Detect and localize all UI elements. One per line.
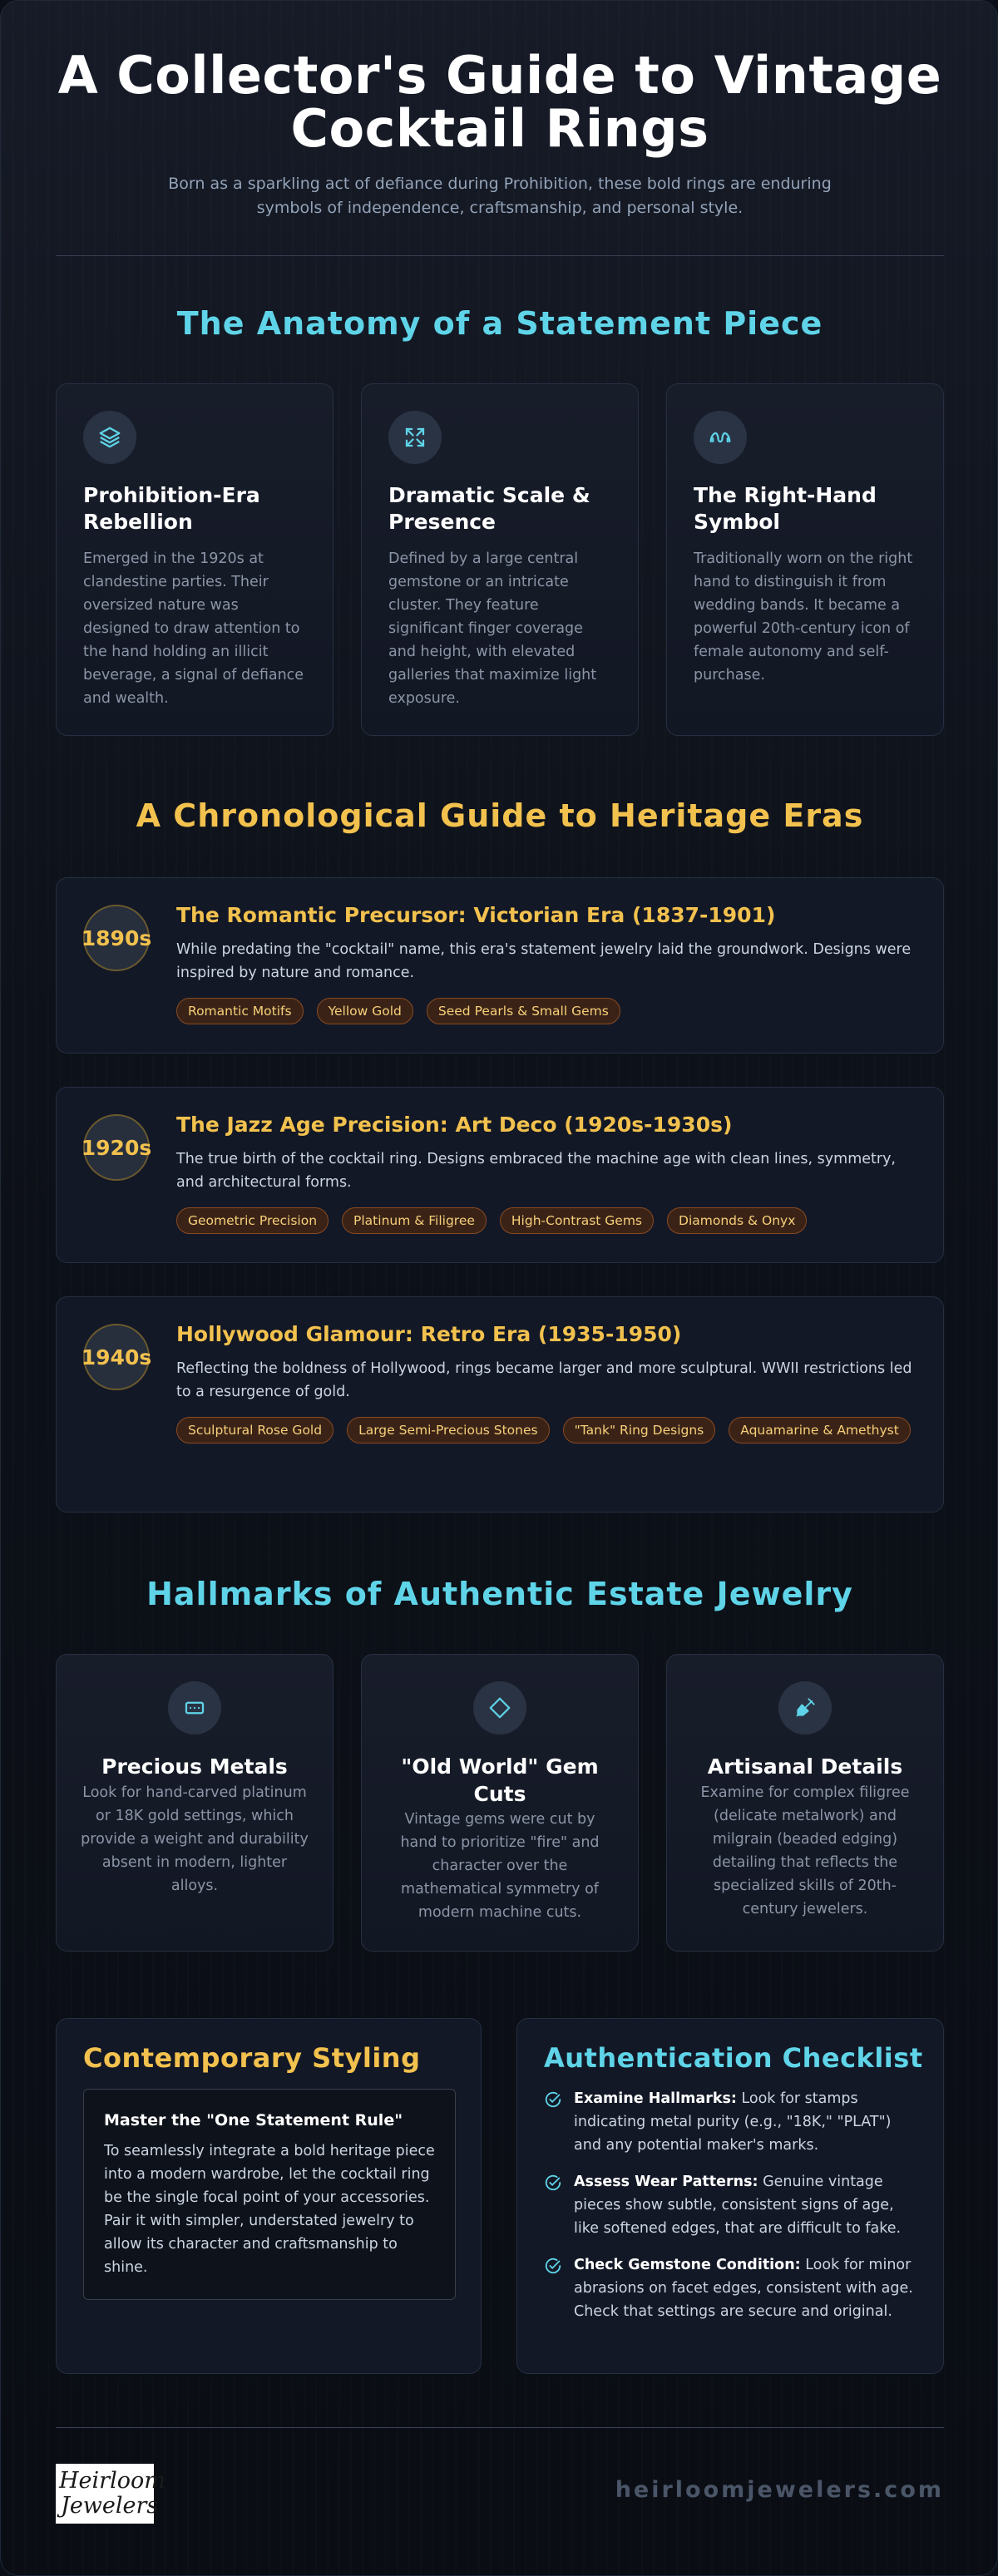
card-title: Prohibition-Era Rebellion [83, 483, 260, 534]
era-description: While predating the "cocktail" name, this era's statement jewelry laid the groundwork. Designs were inspired by nature and romance. [176, 941, 912, 981]
checklist-panel [516, 2018, 944, 2374]
divider [56, 255, 944, 256]
anatomy-title: The Anatomy of a Statement Piece [176, 305, 823, 342]
check-circle-icon [544, 2174, 562, 2192]
statement-rule-text: To seamlessly integrate a bold heritage piece into a modern wardrobe, let the cocktail ring be the single focal point of your accessories. Pair it with simpler, understated jewelry to allow its character and craftsmanship to shine. [104, 2143, 435, 2276]
era-card-retro [56, 1296, 944, 1513]
checklist-label: Examine Hallmarks: [574, 2090, 737, 2107]
hallmark-card-gem-cuts [361, 1654, 639, 1952]
anatomy-card-rebellion [56, 383, 333, 736]
era-card-art-deco [56, 1087, 944, 1263]
layers-icon [83, 411, 136, 464]
era-badge: 1890s [83, 905, 150, 971]
era-tag: Large Semi-Precious Stones [347, 1417, 550, 1443]
footer-divider [56, 2427, 944, 2428]
era-tag: High-Contrast Gems [500, 1207, 654, 1234]
card-title: The Right-Hand Symbol [694, 483, 877, 534]
hero [56, 45, 944, 220]
hallmark-title: "Old World" Gem Cuts [401, 1754, 599, 1806]
hallmarks-title: Hallmarks of Authentic Estate Jewelry [146, 1576, 853, 1612]
pen-tool-icon [778, 1681, 832, 1735]
hallmark-card-metals [56, 1654, 333, 1952]
statement-rule-box [83, 2089, 456, 2300]
checklist-text: Look for stamps indicating metal purity (e.g., "18K," "PLAT") and any potential maker's marks. [574, 2090, 892, 2154]
era-tags [176, 998, 925, 1024]
check-circle-icon [544, 2257, 562, 2275]
anatomy-card-scale [361, 383, 639, 736]
era-tag: Aquamarine & Amethyst [729, 1417, 911, 1443]
website-link[interactable]: heirloomjewelers.com [615, 2477, 944, 2503]
era-description: Reflecting the boldness of Hollywood, rings became larger and more sculptural. WWII restrictions led to a resurgence of gold. [176, 1360, 912, 1400]
hallmark-title: Artisanal Details [707, 1754, 903, 1779]
hallmark-text: Look for hand-carved platinum or 18K gold settings, which provide a weight and durability absent in modern, lighter alloys. [81, 1784, 309, 1894]
page-subtitle: Born as a sparkling act of defiance during Prohibition, these bold rings are enduring symbols of independence, craftsmanship, and personal style. [168, 175, 832, 217]
wave-icon [694, 411, 747, 464]
era-title: Hollywood Glamour: Retro Era (1935-1950) [176, 1322, 682, 1346]
checklist-label: Check Gemstone Condition: [574, 2257, 801, 2273]
hallmark-card-artisanal [666, 1654, 944, 1952]
era-title: The Romantic Precursor: Victorian Era (1837-1901) [176, 903, 776, 927]
styling-title: Contemporary Styling [83, 2042, 421, 2074]
checklist-text: Look for minor abrasions on facet edges, consistent with age. Check that settings are secure and original. [574, 2257, 913, 2320]
era-tag: Seed Pearls & Small Gems [427, 998, 620, 1024]
era-tag: Platinum & Filigree [342, 1207, 487, 1234]
era-tag: Romantic Motifs [176, 998, 304, 1024]
era-card-victorian [56, 877, 944, 1054]
hallmark-title: Precious Metals [101, 1754, 288, 1779]
era-description: The true birth of the cocktail ring. Designs embraced the machine age with clean lines, symmetry, and architectural forms. [176, 1151, 896, 1191]
era-tag: Geometric Precision [176, 1207, 329, 1234]
era-badge: 1940s [83, 1324, 150, 1390]
logo-line1: Heirloom [59, 2468, 166, 2494]
era-tag: "Tank" Ring Designs [563, 1417, 716, 1443]
ingot-icon [168, 1681, 221, 1735]
page-title-line1: A Collector's Guide to Vintage [57, 45, 942, 106]
checklist-title: Authentication Checklist [544, 2042, 923, 2074]
brand-logo [56, 2464, 166, 2524]
page-title [56, 45, 944, 159]
check-circle-icon [544, 2090, 562, 2109]
card-text: Traditionally worn on the right hand to distinguish it from wedding bands. It became a powerful 20th-century icon of female autonomy and self-purchase. [694, 550, 913, 683]
checklist-label: Assess Wear Patterns: [574, 2174, 758, 2190]
expand-icon [388, 411, 442, 464]
era-badge: 1920s [83, 1114, 150, 1181]
era-tags [176, 1417, 925, 1443]
eras-title: A Chronological Guide to Heritage Eras [136, 797, 864, 834]
statement-rule-title: Master the "One Statement Rule" [104, 2111, 403, 2129]
era-tag: Diamonds & Onyx [667, 1207, 807, 1234]
page-title-line2: Cocktail Rings [290, 98, 709, 159]
card-title: Dramatic Scale & Presence [388, 483, 590, 534]
era-tag: Sculptural Rose Gold [176, 1417, 333, 1443]
logo-line2: Jewelers [61, 2493, 159, 2519]
era-tag: Yellow Gold [317, 998, 413, 1024]
card-text: Defined by a large central gemstone or an intricate cluster. They feature significant finger coverage and height, with elevated galleries that maximize light exposure. [388, 550, 597, 707]
era-tags [176, 1207, 925, 1234]
diamond-icon [473, 1681, 526, 1735]
anatomy-card-right-hand [666, 383, 944, 736]
checklist-text: Genuine vintage pieces show subtle, consistent signs of age, like softened edges, that are difficult to fake. [574, 2174, 902, 2237]
hallmark-text: Vintage gems were cut by hand to prioritize "fire" and character over the mathematical symmetry of modern machine cuts. [400, 1811, 600, 1921]
card-text: Emerged in the 1920s at clandestine parties. Their oversized nature was designed to draw attention to the hand holding an illicit beverage, a signal of defiance and wealth. [83, 550, 304, 707]
era-title: The Jazz Age Precision: Art Deco (1920s-1930s) [176, 1113, 733, 1137]
styling-panel [56, 2018, 482, 2374]
hallmark-text: Examine for complex filigree (delicate metalwork) and milgrain (beaded edging) detailing that reflects the specialized skills of 20th-century jewelers. [700, 1784, 910, 1917]
